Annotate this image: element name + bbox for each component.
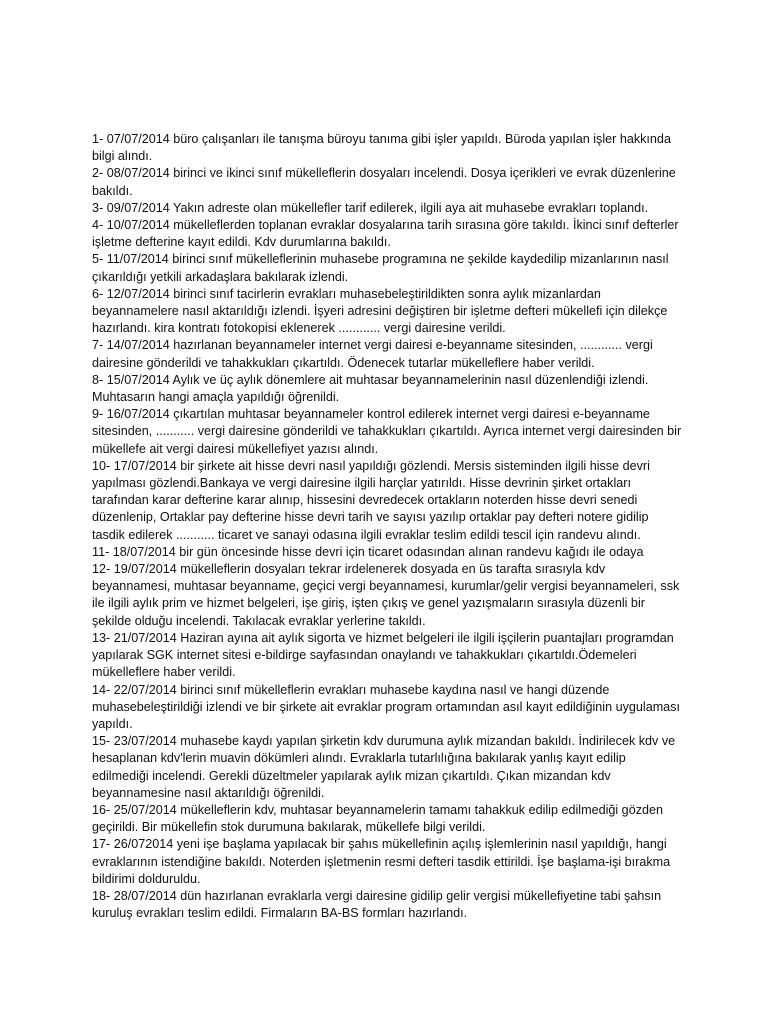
log-entry-18: 18- 28/07/2014 dün hazırlanan evraklarla vergi dairesine gidilip gelir vergisi mükellefiyetine tabi şahsın kuruluş evrakları teslim edildi. Firmaların BA-BS formları hazırlandı. [92,888,662,921]
log-entry-7: 7- 14/07/2014 hazırlanan beyannameler internet vergi dairesi e-beyanname sitesinden, ............ vergi dairesine gönderildi ve tahakkukları çıkartıldı. Ödenecek tutarlar mükelleflere haber verildi. [92,338,653,370]
log-entry-3: 3- 09/07/2014 Yakın adreste olan mükellefler tarif edilerek, ilgili aya ait muhasebe evrakları toplandı. [92,200,649,215]
log-entry-10: 10- 17/07/2014 bir şirkete ait hisse devri nasıl yapıldığı gözlendi. Mersis sisteminden ilgili hisse devri yapılması gözlendi.Bankaya ve vergi dairesine ilgili harçlar yatırıldı. Hisse devrinin şirket ortakları tarafından karar defterine karar alınıp, hissesini devredecek ortakların noterden hisse devri senedi düzenlenip, Ortaklar pay defterine hisse devri tarih ve sayısı yazılıp ortaklar pay defteri notere gidilip tasdik edilerek ........... ticaret ve sanayi odasına ilgili evraklar teslim edildi tescil için randevu alındı. [92,458,650,542]
log-entry-9: 9- 16/07/2014 çıkartılan muhtasar beyannameler kontrol edilerek internet vergi dairesi e-beyanname sitesinden, ........... vergi dairesine gönderildi ve tahakkukları çıkartıldı. Ayrıca internet vergi dairesinden bir mükellefe ait vergi dairesi mükellefiyet yazısı alındı. [92,407,682,456]
log-entry-11: 11- 18/07/2014 bir gün öncesinde hisse devri için ticaret odasından alınan randevu kağıdı ile odaya [92,544,644,559]
log-entry-17: 17- 26/072014 yeni işe başlama yapılacak bir şahıs mükellefinin açılış işlemlerinin nasıl yapıldığı, hangi evraklarının istendiğine bakıldı. Noterden işletmenin resmi defteri tasdik ettirildi. İşe başlama-işi bırakma bildirimi dolduruldu. [92,837,671,886]
internship-log [92,131,682,922]
log-entry-1: 1- 07/07/2014 büro çalışanları ile tanışma büroyu tanıma gibi işler yapıldı. Büroda yapılan işler hakkında bilgi alındı. [92,132,671,164]
log-entry-4: 4- 10/07/2014 mükelleflerden toplanan evraklar dosyalarına tarih sırasına göre takıldı. İkinci sınıf defterler işletme defterine kayıt edildi. Kdv durumlarına bakıldı. [92,218,679,250]
log-entry-15: 15- 23/07/2014 muhasebe kaydı yapılan şirketin kdv durumuna aylık mizandan bakıldı. İndirilecek kdv ve hesaplanan kdv'lerin muavin dökümleri alındı. Evraklarla tutarlılığına bakılarak yanlış kayıt edilip edilmediği incelendi. Gerekli düzeltmeler yapılarak aylık mizan çıkartıldı. Çıkan mizandan kdv beyannamesine nasıl aktarıldığı öğrenildi. [92,734,676,800]
log-entry-5: 5- 11/07/2014 birinci sınıf mükelleflerinin muhasebe programına ne şekilde kaydedilip mizanlarının nasıl çıkarıldığı yetkili arkadaşlara bakılarak izlendi. [92,252,669,284]
log-entry-13: 13- 21/07/2014 Haziran ayına ait aylık sigorta ve hizmet belgeleri ile ilgili işçilerin puantajları programdan yapılarak SGK internet sitesi e-bildirge sayfasından onaylandı ve tahakkukları çıkartıldı.Ödemeleri mükelleflere haber verildi. [92,630,674,680]
log-entry-14: 14- 22/07/2014 birinci sınıf mükelleflerin evrakları muhasebe kaydına nasıl ve hangi düzende muhasebeleştirildiği izlendi ve bir şirkete ait evraklar program ortamından asıl kayıt edildiğinin uygulaması yapıldı. [92,682,680,731]
log-entry-6: 6- 12/07/2014 birinci sınıf tacirlerin evrakları muhasebeleştirildikten sonra aylık mizanlardan beyannamelere nasıl aktarıldığı izlendi. İşyeri adresini değiştiren bir işletme defteri mükellefi için dilekçe hazırlandı. kira kontratı fotokopisi eklenerek ............ vergi dairesine verildi. [92,286,668,336]
log-entry-8: 8- 15/07/2014 Aylık ve üç aylık dönemlere ait muhtasar beyannamelerinin nasıl düzenlendiği izlendi. Muhtasarın hangi amaçla yapıldığı öğrenildi. [92,372,649,405]
log-entry-12: 12- 19/07/2014 mükelleflerin dosyaları tekrar irdelenerek dosyada en üs tarafta sırasıyla kdv beyannamesi, muhtasar beyanname, geçici vergi beyannamesi, kurumlar/gelir vergisi beyannameleri, ssk ile ilgili aylık prim ve hizmet belgeleri, işe giriş, işten çıkış ve genel yazışmaların sırasıyla düzenli bir şekilde olduğu incelendi. Takılacak evraklar yerlerine takıldı. [92,562,680,628]
log-entry-2: 2- 08/07/2014 birinci ve ikinci sınıf mükelleflerin dosyaları incelendi. Dosya içerikleri ve evrak düzenlerine bakıldı. [92,166,676,198]
log-entry-16: 16- 25/07/2014 mükelleflerin kdv, muhtasar beyannamelerin tamamı tahakkuk edilip edilmediği gözden geçirildi. Bir mükellefin stok durumuna bakılarak, mükellefe bilgi verildi. [92,802,664,835]
